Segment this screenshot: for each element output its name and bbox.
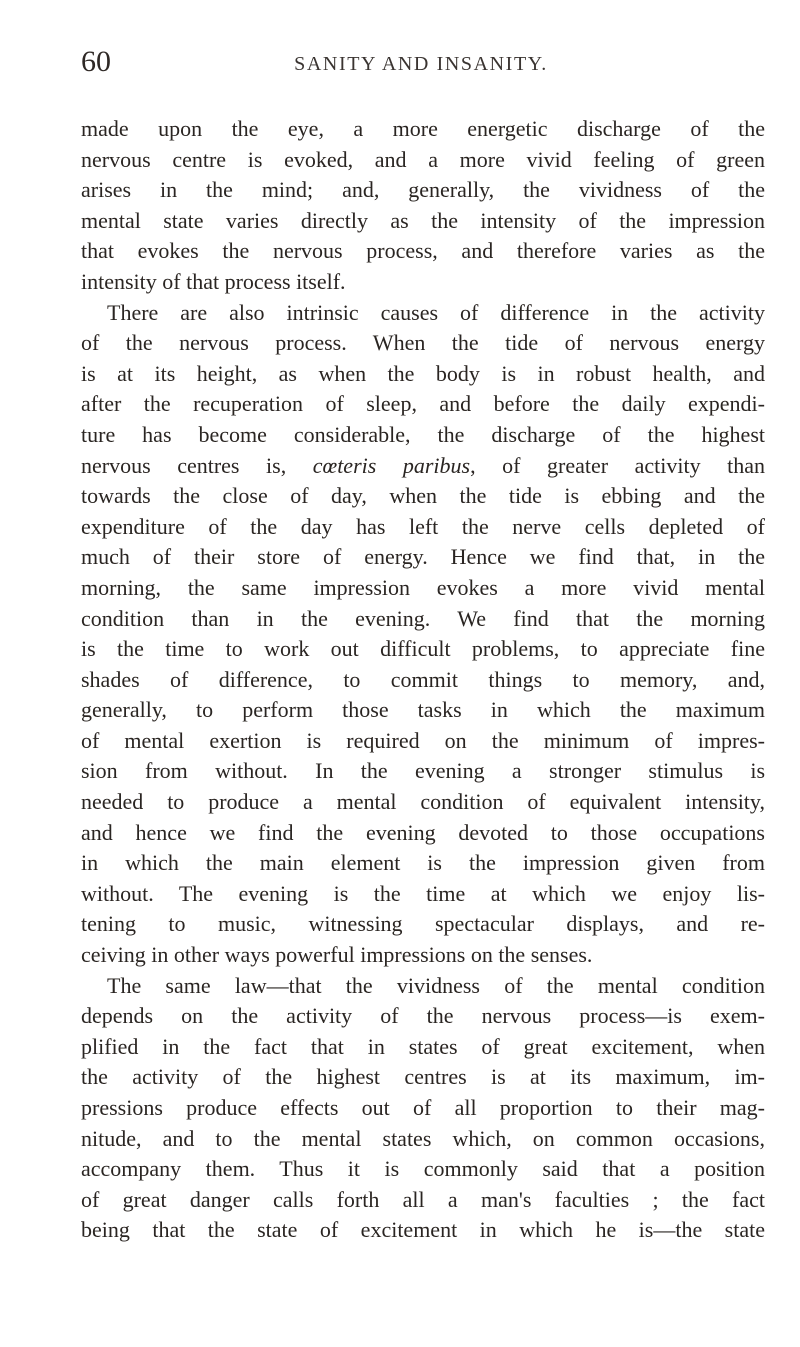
text-line: much of their store of energy. Hence we find that, in the (81, 544, 765, 570)
text-line: condition than in the evening. We find that the morning (81, 605, 765, 631)
text-line: sion from without. In the evening a stronger stimulus is (81, 758, 765, 784)
text-line: nervous centre is evoked, and a more vivid feeling of green (81, 146, 765, 172)
text-line: is at its height, as when the body is in robust health, and (81, 360, 765, 386)
text-line: nitude, and to the mental states which, on common occasions, (81, 1125, 765, 1151)
text-line: accompany them. Thus it is commonly said that a position (81, 1156, 765, 1182)
text-line: is the time to work out difficult problems, to appreciate fine (81, 636, 765, 662)
text-line: being that the state of excitement in which he is—the state (81, 1217, 765, 1243)
text-line: There are also intrinsic causes of difference in the activity (107, 299, 765, 325)
running-title: SANITY AND INSANITY. (294, 53, 548, 75)
text-line: intensity of that process itself. (81, 268, 346, 294)
text-line: of the nervous process. When the tide of nervous energy (81, 330, 765, 356)
text-segment: , of greater activity than (470, 452, 765, 478)
text-line: morning, the same impression evokes a more vivid mental (81, 574, 765, 600)
text-line: expenditure of the day has left the nerve cells depleted of (81, 513, 765, 539)
text-line: generally, to perform those tasks in which the maximum (81, 697, 765, 723)
text-line: towards the close of day, when the tide is ebbing and the (81, 483, 765, 509)
text-line: mental state varies directly as the intensity of the impression (81, 207, 765, 233)
text-line: needed to produce a mental condition of equivalent intensity, (81, 789, 765, 815)
text-line: without. The evening is the time at which we enjoy lis- (81, 880, 765, 906)
text-line: shades of difference, to commit things to memory, and, (81, 666, 765, 692)
text-line: ture has become considerable, the discharge of the highest (81, 421, 765, 447)
page-header (81, 42, 761, 82)
text-line: arises in the mind; and, generally, the vividness of the (81, 177, 765, 203)
text-line: of great danger calls forth all a man's faculties ; the fact (81, 1186, 765, 1212)
text-line: that evokes the nervous process, and therefore varies as the (81, 238, 765, 264)
body-text (81, 114, 765, 1246)
text-line: plified in the fact that in states of great excitement, when (81, 1033, 765, 1059)
page-number: 60 (81, 45, 111, 78)
text-line: pressions produce effects out of all proportion to their mag- (81, 1095, 765, 1120)
text-line: ceiving in other ways powerful impressions on the senses. (81, 942, 593, 968)
text-line: made upon the eye, a more energetic discharge of the (81, 116, 765, 141)
text-line: tening to music, witnessing spectacular displays, and re- (81, 911, 765, 937)
text-line: depends on the activity of the nervous process—is exem- (81, 1003, 765, 1029)
text-segment: nervous centres is, (81, 452, 313, 478)
text-line: after the recuperation of sleep, and before the daily expendi- (81, 391, 765, 417)
text-line: The same law—that the vividness of the mental condition (107, 972, 765, 998)
text-line: of mental exertion is required on the minimum of impres- (81, 727, 765, 753)
text-line: in which the main element is the impression given from (81, 850, 765, 876)
text-line (81, 451, 765, 482)
text-line: and hence we find the evening devoted to those occupations (81, 819, 765, 845)
text-line: the activity of the highest centres is at its maximum, im- (81, 1064, 765, 1090)
italic-phrase: cœteris paribus (312, 452, 471, 478)
